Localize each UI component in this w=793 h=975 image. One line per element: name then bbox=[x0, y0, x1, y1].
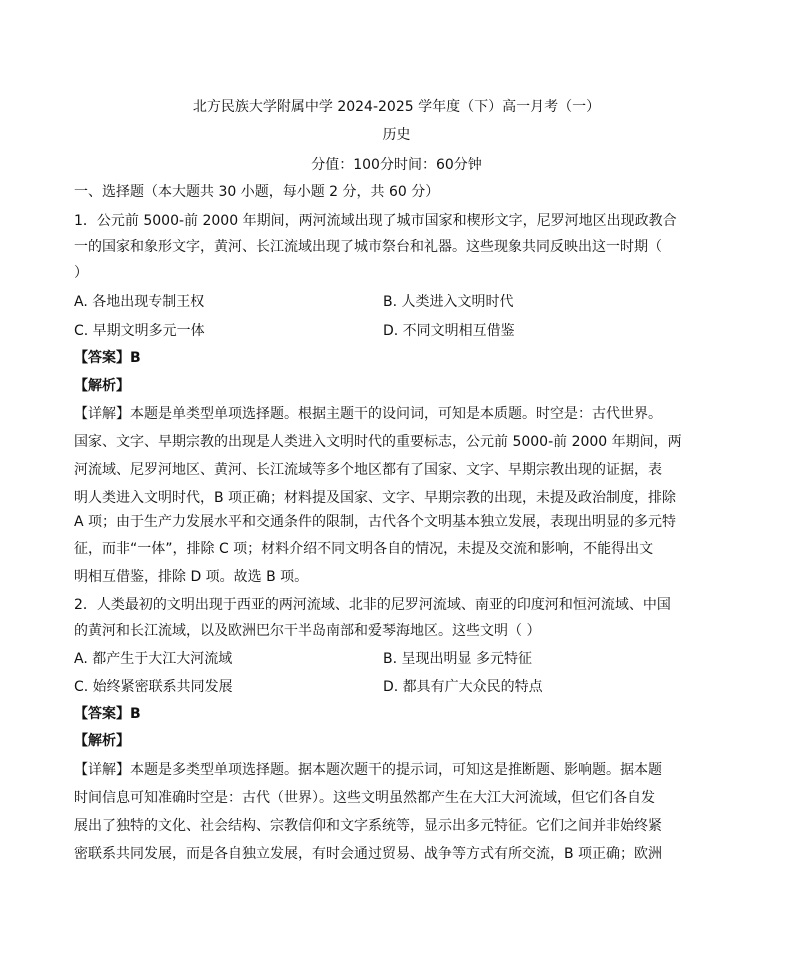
page-title: 北方民族大学附属中学 2024-2025 学年度（下）高一月考（一） bbox=[192, 99, 601, 115]
q2-detail-line: 展出了独特的文化、社会结构、宗教信仰和文字系统等，显示出多元特征。它们之间并非始终紧 bbox=[74, 818, 662, 834]
q1-option-b: B. 人类进入文明时代 bbox=[383, 294, 514, 310]
q1-option-d: D. 不同文明相互借鉴 bbox=[383, 323, 515, 339]
q1-analysis-label: 【解析】 bbox=[74, 378, 130, 394]
q2-answer: 【答案】B bbox=[74, 706, 141, 722]
q1-detail-line: A 项；由于生产力发展水平和交通条件的限制，古代各个文明基本独立发展，表现出明显的多元特 bbox=[74, 514, 677, 530]
q1-detail-line: 明相互借鉴，排除 D 项。故选 B 项。 bbox=[74, 569, 309, 585]
q1-answer: 【答案】B bbox=[74, 350, 141, 366]
q2-option-d: D. 都具有广大众民的特点 bbox=[383, 679, 543, 695]
q2-option-b: B. 呈现出明显 多元特征 bbox=[383, 651, 532, 667]
q1-option-a: A. 各地出现专制王权 bbox=[74, 294, 205, 310]
q2-option-a: A. 都产生于大江大河流域 bbox=[74, 651, 233, 667]
q2-option-c: C. 始终紧密联系共同发展 bbox=[74, 679, 233, 695]
q1-detail-line: 明人类进入文明时代，B 项正确；材料提及国家、文字、早期宗教的出现，未提及政治制度，排除 bbox=[74, 490, 677, 506]
q1-stem-line: ） bbox=[74, 265, 88, 281]
q1-stem-line: 一的国家和象形文字，黄河、长江流域出现了城市祭台和礼器。这些现象共同反映出这一时期（ bbox=[74, 239, 662, 255]
q2-stem-line: 2．人类最初的文明出现于西亚的两河流域、北非的尼罗河流域、南亚的印度河和恒河流域、中国 bbox=[74, 597, 671, 613]
q1-detail-line: 【详解】本题是单类型单项选择题。根据主题干的设问词，可知是本质题。时空是：古代世界。 bbox=[74, 406, 662, 422]
q1-detail-line: 河流域、尼罗河地区、黄河、长江流域等多个地区都有了国家、文字、早期宗教出现的证据，表 bbox=[74, 462, 662, 478]
subject-title: 历史 bbox=[382, 127, 411, 143]
q1-detail-line: 征，而非“一体”，排除 C 项；材料介绍不同文明各自的情况，未提及交流和影响，不能得出文 bbox=[74, 541, 654, 557]
q1-option-c: C. 早期文明多元一体 bbox=[74, 323, 205, 339]
q2-detail-line: 时间信息可知准确时空是：古代（世界）。这些文明虽然都产生在大江大河流域，但它们各自发 bbox=[74, 790, 655, 806]
section-heading: 一、选择题（本大题共 30 小题，每小题 2 分，共 60 分） bbox=[74, 184, 440, 200]
q2-detail-line: 【详解】本题是多类型单项选择题。据本题次题干的提示词，可知这是推断题、影响题。据本题 bbox=[74, 762, 662, 778]
q1-stem-line: 1．公元前 5000-前 2000 年期间，两河流域出现了城市国家和楔形文字，尼罗河地区出现政教合 bbox=[74, 213, 677, 229]
score-time: 分值：100分时间：60分钟 bbox=[311, 157, 482, 173]
q2-analysis-label: 【解析】 bbox=[74, 733, 130, 749]
q2-stem-line: 的黄河和长江流域，以及欧洲巴尔干半岛南部和爱琴海地区。这些文明（ ） bbox=[74, 623, 541, 639]
q1-detail-line: 国家、文字、早期宗教的出现是人类进入文明时代的重要标志，公元前 5000-前 2000 年期间，两 bbox=[74, 434, 682, 450]
q2-detail-line: 密联系共同发展，而是各自独立发展，有时会通过贸易、战争等方式有所交流，B 项正确；欧洲 bbox=[74, 846, 663, 862]
